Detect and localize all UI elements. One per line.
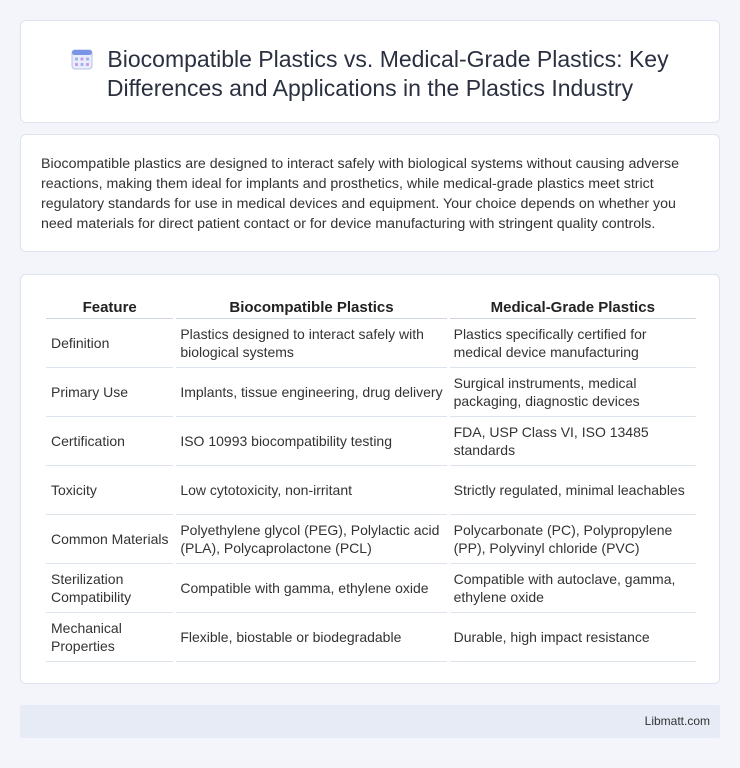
row-feature: Toxicity [46,466,173,515]
table-row [46,319,696,368]
intro-card [20,134,720,252]
row-medical-grade: Polycarbonate (PC), Polypropylene (PP), Polyvinyl chloride (PVC) [450,515,696,564]
row-feature: Certification [46,417,173,466]
row-feature: Primary Use [46,368,173,417]
row-feature: Mechanical Properties [46,613,173,662]
row-feature: Definition [46,319,173,368]
footer-brand-link[interactable]: Libmatt.com [644,714,710,728]
page-title [21,45,719,103]
comparison-table [43,296,699,662]
title-line-2: Differences and Applications in the Plastics Industry [106,75,634,101]
row-biocompatible: ISO 10993 biocompatibility testing [176,417,446,466]
header-medical-grade: Medical-Grade Plastics [450,296,696,319]
comparison-table-card [20,274,720,684]
table-row [46,564,696,613]
row-medical-grade: Plastics specifically certified for medical device manufacturing [450,319,696,368]
header-feature: Feature [46,296,173,319]
row-biocompatible: Low cytotoxicity, non-irritant [176,466,446,515]
title-line-1: Biocompatible Plastics vs. Medical-Grade Plastics: Key [107,46,669,72]
header-biocompatible: Biocompatible Plastics [176,296,446,319]
row-biocompatible: Flexible, biostable or biodegradable [176,613,446,662]
row-medical-grade: Surgical instruments, medical packaging, diagnostic devices [450,368,696,417]
table-header-row [46,296,696,319]
table-row [46,466,696,515]
table-row [46,368,696,417]
footer-bar [20,705,720,738]
row-medical-grade: FDA, USP Class VI, ISO 13485 standards [450,417,696,466]
row-feature: Common Materials [46,515,173,564]
row-medical-grade: Compatible with autoclave, gamma, ethylene oxide [450,564,696,613]
title-card [20,20,720,123]
row-feature: Sterilization Compatibility [46,564,173,613]
table-row [46,515,696,564]
table-row [46,613,696,662]
row-medical-grade: Strictly regulated, minimal leachables [450,466,696,515]
row-biocompatible: Compatible with gamma, ethylene oxide [176,564,446,613]
row-biocompatible: Polyethylene glycol (PEG), Polylactic acid (PLA), Polycaprolactone (PCL) [176,515,446,564]
intro-paragraph: Biocompatible plastics are designed to interact safely with biological systems without causing adverse reactions, making them ideal for implants and prosthetics, while medical-grade plastics meet strict regulatory standards for use in medical devices and equipment. Your choice depends on whether you need materials for direct patient contact or for device manufacturing with stringent quality controls. [41,156,679,232]
row-biocompatible: Plastics designed to interact safely with biological systems [176,319,446,368]
calendar-grid-icon [71,48,93,70]
table-row [46,417,696,466]
row-biocompatible: Implants, tissue engineering, drug delivery [176,368,446,417]
row-medical-grade: Durable, high impact resistance [450,613,696,662]
